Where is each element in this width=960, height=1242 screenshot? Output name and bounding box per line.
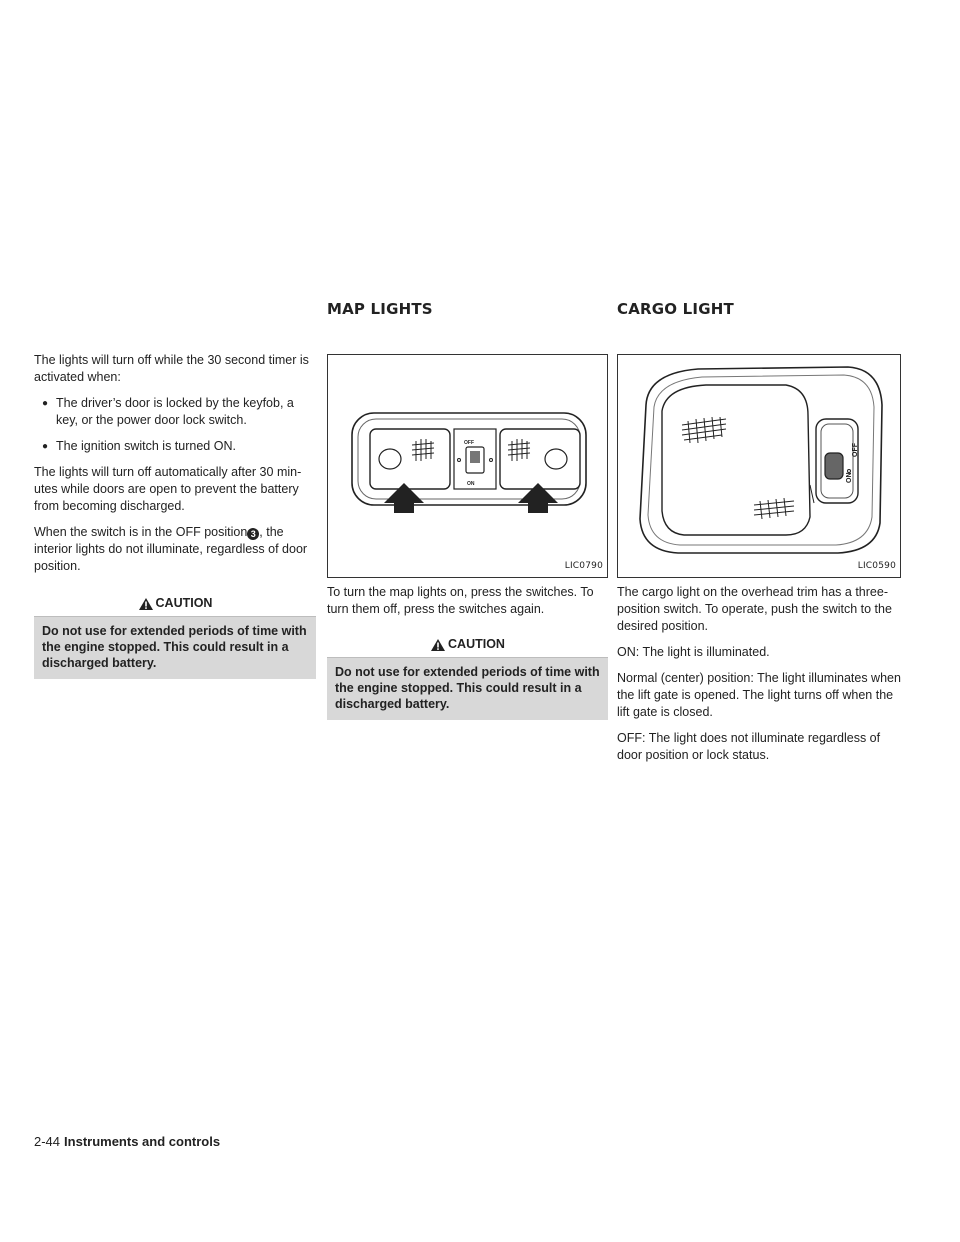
map-lights-title: MAP LIGHTS [327, 300, 433, 318]
callout-number-icon: 3 [247, 528, 259, 540]
switch-on-label: ON [846, 472, 853, 483]
bullet-icon: ● [42, 398, 49, 409]
page-number: 2-44 [34, 1134, 61, 1149]
column-2 [327, 354, 608, 720]
caution-box [327, 630, 608, 720]
paragraph: Normal (center) position: The light illuminates when the lift gate is opened. The light turns off when the lift gate is closed. [617, 671, 901, 719]
switch-on-label: ON [467, 481, 475, 487]
bullet-icon: ● [42, 441, 49, 452]
figure-label: LIC0590 [857, 561, 896, 571]
page-footer [34, 1134, 220, 1149]
list-item [42, 438, 316, 455]
map-lights-figure [327, 354, 608, 578]
figure-label: LIC0790 [564, 561, 603, 571]
paragraph: The lights will turn off automatically after 30 min- utes while doors are open to prevent the battery from becoming discharged. [34, 465, 302, 513]
caution-header: CAUTION [34, 589, 316, 616]
caution-text: Do not use for extended periods of time with the engine stopped. This could result in a discharged battery. [34, 616, 316, 679]
cargo-light-figure [617, 354, 901, 578]
paragraph: ON: The light is illuminated. [617, 645, 770, 659]
caution-box [34, 589, 316, 679]
map-lights-illustration [328, 355, 607, 577]
cargo-light-illustration [618, 355, 900, 577]
switch-off-label: OFF [852, 443, 859, 457]
column-3 [617, 354, 901, 773]
list-item [42, 395, 316, 429]
warning-triangle-icon [138, 597, 154, 611]
warning-triangle-icon [430, 638, 446, 652]
column-1 [34, 352, 316, 679]
paragraph: When the switch is in the OFF position 3 , the interior lights do not illuminate, regardless of door position. [34, 525, 308, 573]
paragraph: OFF: The light does not illuminate regardless of door position or lock status. [617, 731, 881, 762]
footer-section-title: Instruments and controls [64, 1134, 221, 1149]
bullet-text: The ignition switch is turned ON. [56, 439, 236, 453]
cargo-light-title: CARGO LIGHT [617, 300, 734, 318]
caution-header: CAUTION [327, 630, 608, 657]
caution-text: Do not use for extended periods of time with the engine stopped. This could result in a discharged battery. [327, 657, 608, 720]
bullet-text: The driver’s door is locked by the keyfob, a key, or the power door lock switch. [56, 396, 294, 427]
switch-off-label: OFF [464, 440, 474, 446]
paragraph: To turn the map lights on, press the switches. To turn them off, press the switches again. [327, 585, 594, 616]
intro-text: The lights will turn off while the 30 second timer is activated when: [34, 353, 309, 384]
paragraph: The cargo light on the overhead trim has a three- position switch. To operate, push the switch to the desired position. [617, 585, 892, 633]
